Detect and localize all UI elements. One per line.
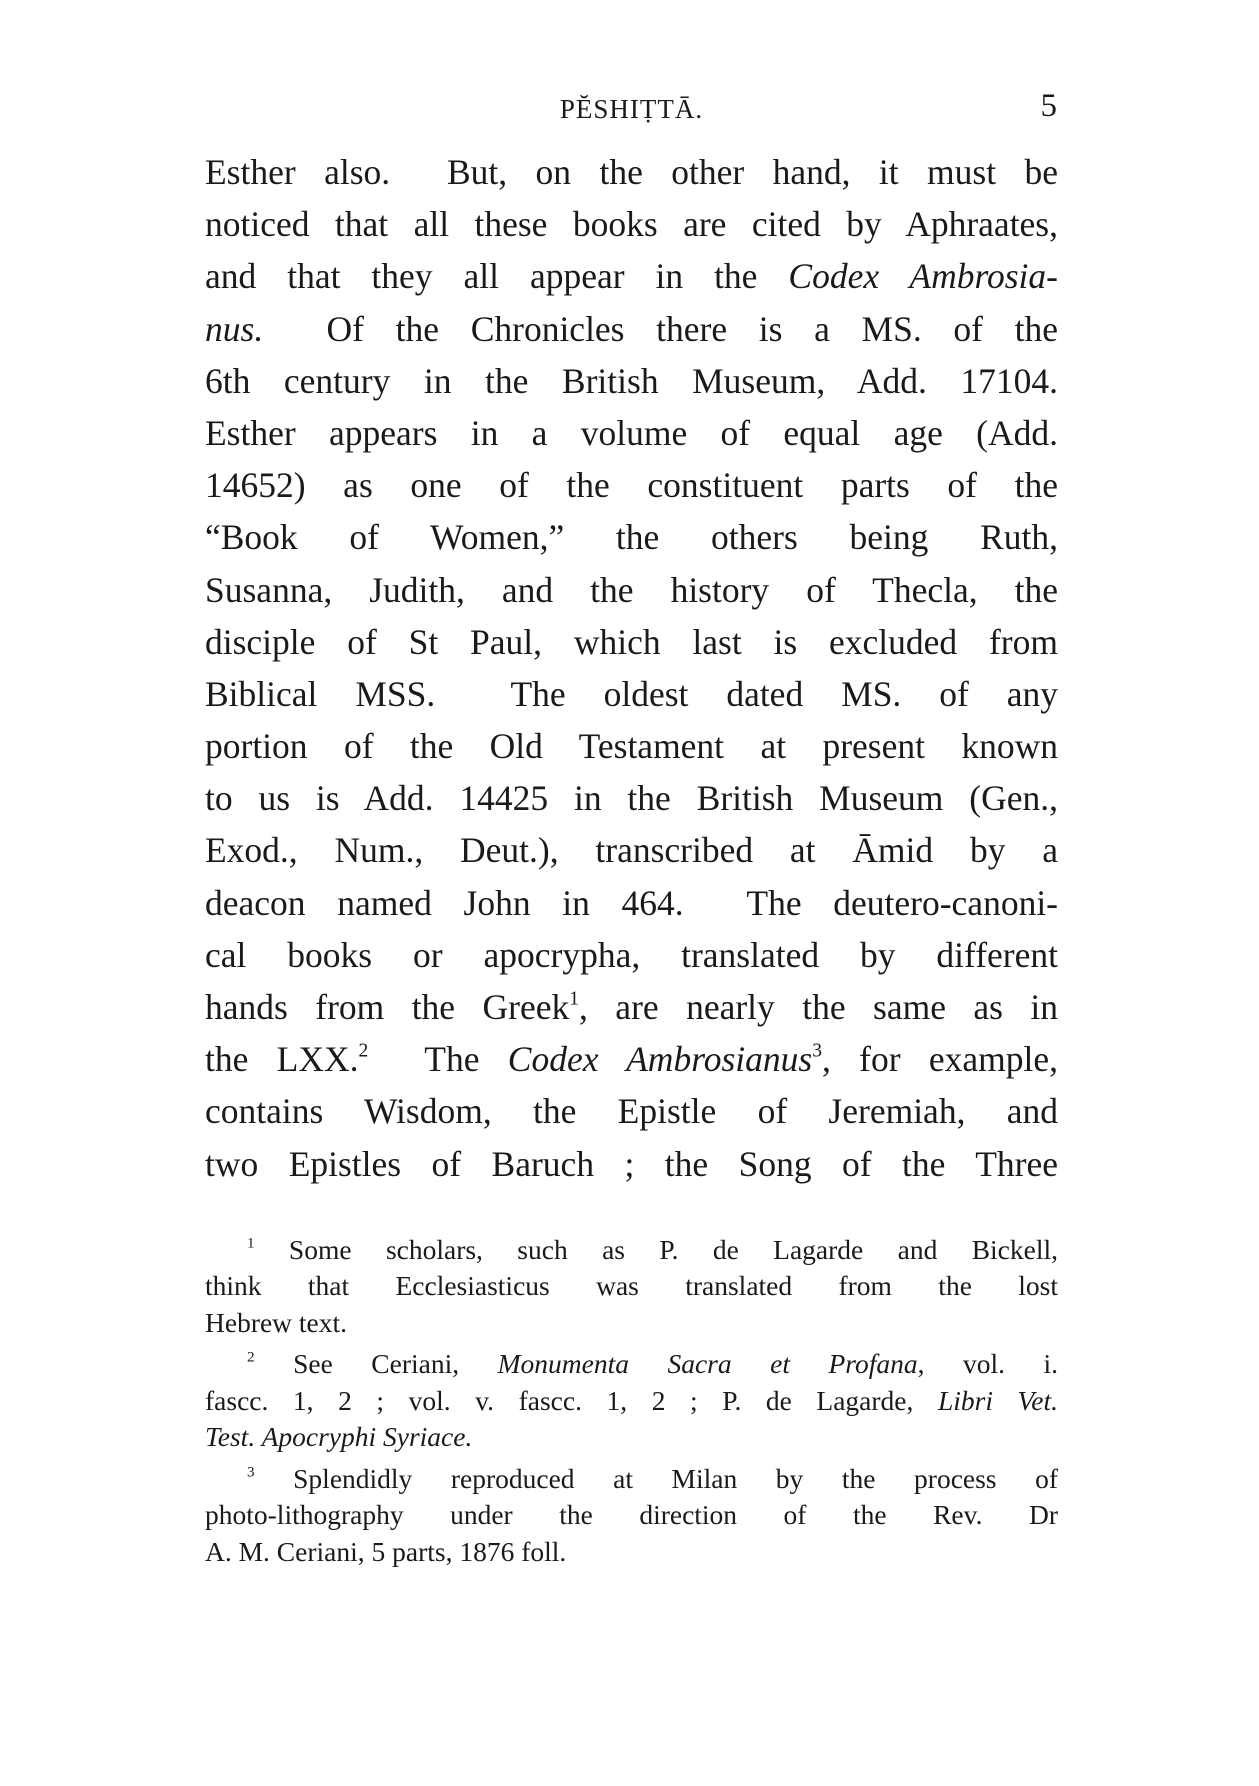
italic-title: Codex Ambrosia- <box>788 256 1058 297</box>
text-line: the LXX.$^2$ The Codex Ambrosianus$^3$, for example, <box>205 1039 1058 1080</box>
footnote-2 <box>205 1346 1058 1456</box>
footnote-ref: 2 <box>358 1040 369 1062</box>
text-line: Susanna, Judith, and the history of Thecla, the <box>205 569 1058 610</box>
text-line: disciple of St Paul, which last is excluded from <box>205 621 1058 662</box>
text-line: Exod., Num., Deut.), transcribed at Āmid by a <box>205 830 1058 871</box>
text-line: contains Wisdom, the Epistle of Jeremiah, and <box>205 1091 1058 1132</box>
footnote-ref: 3 <box>812 1040 822 1062</box>
text-line: to us is Add. 14425 in the British Museum (Gen., <box>205 778 1058 819</box>
footnote-mark: 2 <box>247 1349 255 1366</box>
text-line: Esther appears in a volume of equal age (Add. <box>205 412 1058 453</box>
footnote-mark: 1 <box>247 1235 255 1252</box>
footnote-line: A. M. Ceriani, 5 parts, 1876 foll. <box>205 1535 567 1567</box>
footnote-mark: 3 <box>247 1464 255 1481</box>
italic-title: Libri Vet. <box>937 1384 1058 1416</box>
text-line: Biblical MSS. The oldest dated MS. of any <box>205 673 1058 714</box>
text-line: two Epistles of Baruch ; the Song of the Three <box>205 1143 1058 1184</box>
text-line: cal books or apocrypha, translated by different <box>205 934 1058 975</box>
text-line: and that they all appear in the Codex Ambrosia- <box>205 256 1058 297</box>
footnote-line: Hebrew text. <box>205 1306 348 1338</box>
footnote-ref: 1 <box>569 988 579 1010</box>
running-title: PĔSHIṬTĀ. <box>559 94 704 124</box>
book-page <box>205 88 1058 1570</box>
footnotes <box>205 1232 1058 1571</box>
text-line: 14652) as one of the constituent parts of the <box>205 465 1058 506</box>
page-number: 5 <box>1040 88 1058 124</box>
body-text <box>205 146 1058 1190</box>
footnote-line: think that Ecclesiasticus was translated from the lost <box>205 1270 1058 1302</box>
text-line: Esther also. But, on the other hand, it must be <box>205 152 1058 192</box>
running-head <box>205 88 1058 134</box>
text-line: portion of the Old Testament at present known <box>205 726 1058 767</box>
text-line: nus. Of the Chronicles there is a MS. of the <box>205 308 1058 349</box>
footnote-line: Test. Apocryphi Syriace. <box>205 1421 473 1453</box>
footnote-line: $^2$ See Ceriani, Monumenta Sacra et Profana, vol. i. <box>247 1348 1058 1380</box>
italic-title: Codex Ambrosianus <box>507 1039 813 1080</box>
text-line: “Book of Women,” the others being Ruth, <box>205 517 1058 558</box>
text-line: 6th century in the British Museum, Add. 17104. <box>205 360 1058 401</box>
footnote-3 <box>205 1461 1058 1571</box>
footnote-line: $^1$ Some scholars, such as P. de Lagarde and Bickell, <box>247 1233 1058 1265</box>
text-line: deacon named John in 464. The deutero-canoni- <box>205 882 1058 923</box>
italic-title: nus. <box>205 308 264 349</box>
footnote-line: $^3$ Splendidly reproduced at Milan by the process of <box>247 1462 1058 1494</box>
footnote-line: photo-lithography under the direction of the Rev. Dr <box>205 1499 1058 1531</box>
footnote-1 <box>205 1232 1058 1342</box>
footnote-line: fascc. 1, 2 ; vol. v. fascc. 1, 2 ; P. de Lagarde, Libri Vet. <box>205 1384 1058 1416</box>
text-line: hands from the Greek$^1$, are nearly the same as in <box>205 987 1059 1027</box>
text-line: noticed that all these books are cited by Aphraates, <box>205 204 1058 245</box>
italic-title: Monumenta Sacra et Profana <box>497 1348 918 1380</box>
